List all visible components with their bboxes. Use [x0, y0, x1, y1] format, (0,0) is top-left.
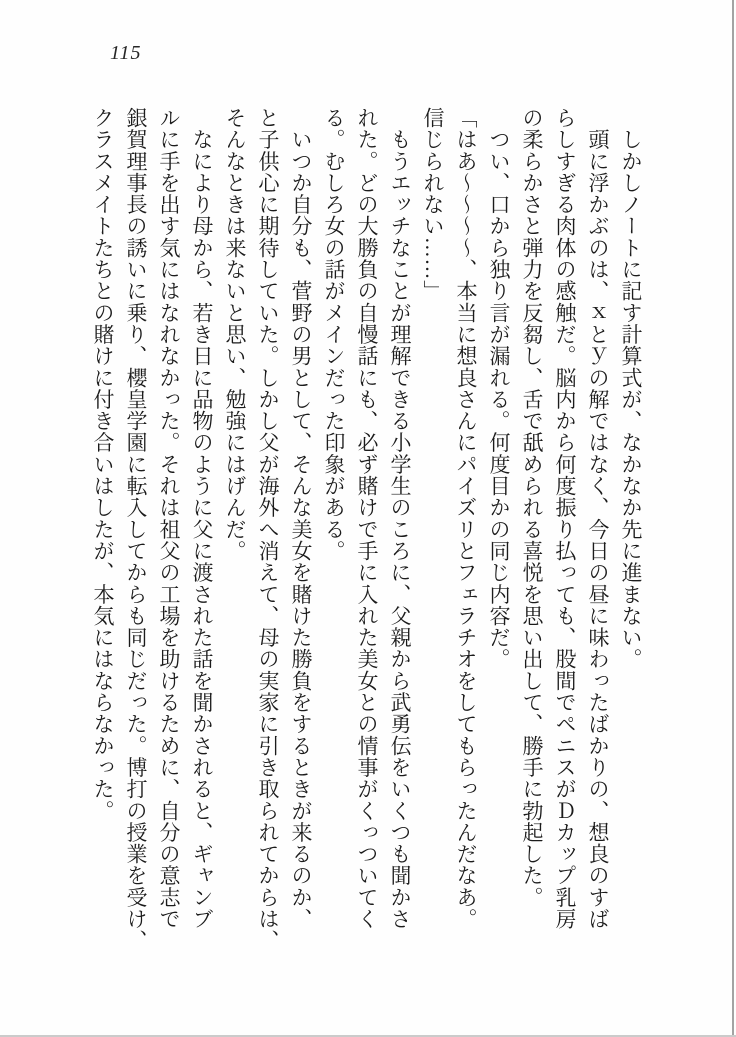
text-column: と子供心に期待していた。しかし父が海外へ消えて、母の実家に引き取られてからは、 [256, 107, 280, 952]
text-column: なにより母から、若き日に品物のように父に渡された話を聞かされると、ギャンブ [190, 107, 214, 930]
text-column: いつか自分も、菅野の男として、そんな美女を賭けた勝負をするときが来るのか、 [289, 107, 313, 930]
text-column: る。むしろ女の話がメインだった印象がある。 [322, 107, 346, 562]
text-column: の柔らかさと弾力を反芻し、舌で舐められる喜悦を思い出して、勝手に勃起した。 [520, 107, 544, 909]
text-column: 「はあ～～～～、本当に想良さんにパイズリとフェラチオをしてもらったんだなあ。 [454, 107, 478, 930]
text-column: クラスメイトたちとの賭けに付き合いはしたが、本気にはならなかった。 [91, 107, 115, 822]
text-column: れた。どの大勝負の自慢話にも、必ず賭けで手に入れた美女との情事がくっついてく [355, 107, 379, 930]
text-column: 銀賀理事長の誘いに乗り、櫻皇学園に転入してからも同じだった。博打の授業を受け、 [124, 107, 148, 952]
text-column: らしすぎる肉体の感触だ。脳内から何度振り払っても、股間でペニスがＤカップ乳房 [553, 107, 577, 930]
text-column: ルに手を出す気にはなれなかった。それは祖父の工場を助けるために、自分の意志で [157, 107, 181, 930]
vertical-text-block [86, 107, 647, 952]
text-column: もうエッチなことが理解できる小学生のころに、父親から武勇伝をいくつも聞かさ [388, 107, 412, 930]
text-column: 頭に浮かぶのは、ｘとｙの解ではなく、今日の昼に味わったばかりの、想良のすば [586, 107, 610, 930]
page-number: 115 [110, 42, 142, 64]
scan-edge-right [732, 0, 734, 1037]
text-column: 信じられない……」 [421, 107, 445, 302]
text-column: そんなときは来ないと思い、勉強にはげんだ。 [223, 107, 247, 562]
text-column: しかしノートに記す計算式が、なかなか先に進まない。 [619, 107, 643, 670]
text-column: つい、口から独り言が漏れる。何度目かの同じ内容だ。 [487, 107, 511, 670]
